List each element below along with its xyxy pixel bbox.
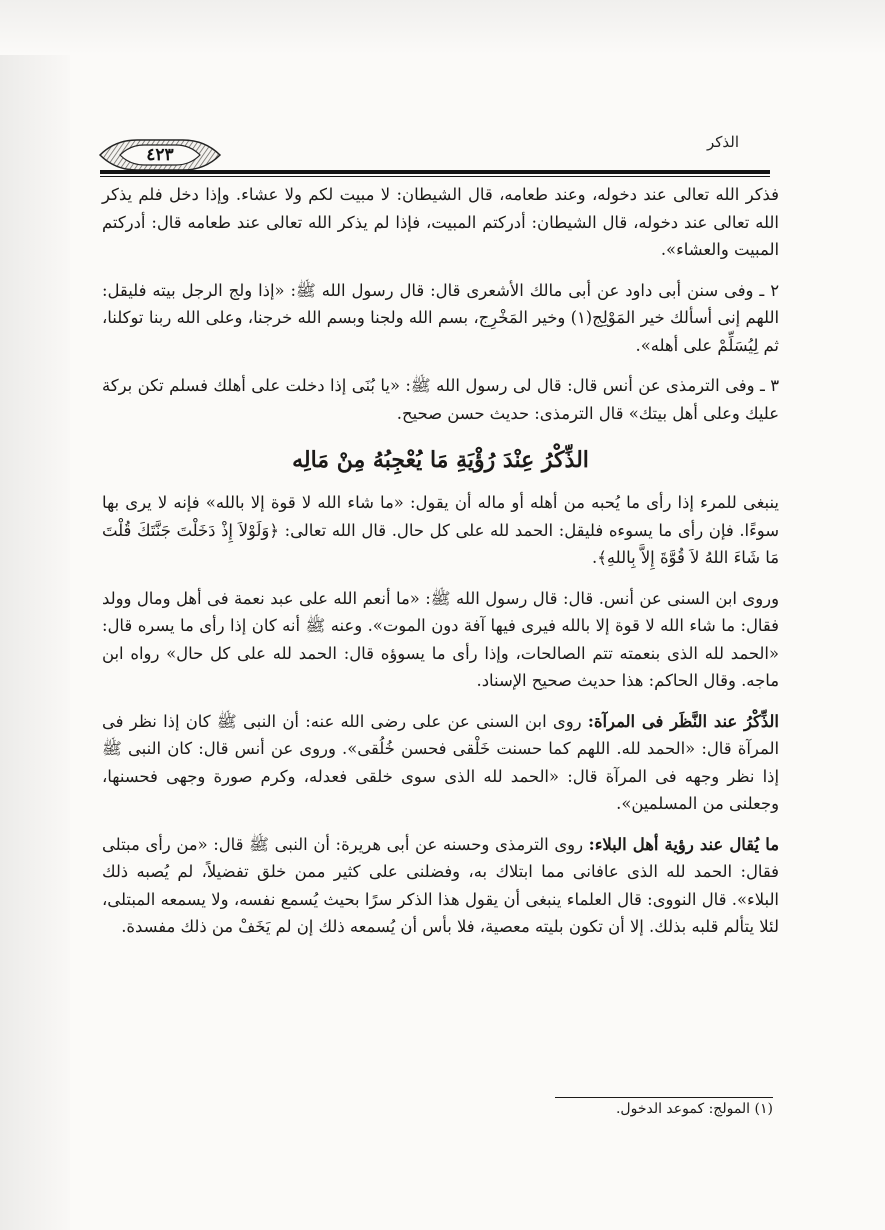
paragraph-7-text: روى الترمذى وحسنه عن أبى هريرة: أن النبى ﷺ قال: «من رأى مبتلى فقال: الحمد لله الذى عافانى مما ابتلاك به، وفضلنى على كثير ممن خلق تفضيلاً، لم يُصبه ذلك البلاء». قال النووى: قال العلماء ينبغى أن يقول هذا الذكر سرًا بحيث يُسمع نفسه، ولا يسمعه المبتلى، لئلا يتألم قلبه بذلك. إلا أن تكون بليته معصية، فلا بأس أن يُسمعه ذلك إن لم يَخَفْ من ذلك مفسدة. — [102, 834, 779, 936]
running-head: الذكر — [706, 133, 739, 151]
paragraph-6 — [102, 708, 779, 818]
paragraph-3: ٣ ـ وفى الترمذى عن أنس قال: قال لى رسول الله ﷺ: «يا بُنَى إذا دخلت على أهلك فسلم تكن بركة عليك وعلى أهل بيتك» قال الترمذى: حديث حسن صحيح. — [102, 376, 779, 423]
footnote: (١) المولج: كموعد الدخول. — [615, 1101, 773, 1117]
page-number: ٤٢٣ — [146, 145, 174, 165]
body-text — [102, 181, 779, 941]
section-heading: الذِّكْرُ عِنْدَ رُؤْيَةِ مَا يُعْجِبُهُ مِنْ مَالِه — [292, 447, 589, 473]
paragraph-7 — [102, 831, 779, 941]
page-shadow-top — [0, 0, 885, 55]
subheading-mirror: الذِّكْرُ عند النَّظَر فى المرآة: — [587, 711, 779, 731]
paragraph-5: وروى ابن السنى عن أنس. قال: قال رسول الله ﷺ: «ما أنعم الله على عبد نعمة فى أهل ومال وولد فقال: ما شاء الله لا قوة إلا بالله فيرى فيها آفة دون الموت». وعنه ﷺ أنه كان إذا رأى ما يسره قال: «الحمد لله الذى بنعمته تتم الصالحات، وإذا رأى ما يسوؤه قال: الحمد لله على كل حال» رواه ابن ماجه. وقال الحاكم: هذا حديث صحيح الإسناد. — [102, 588, 779, 690]
subheading-affliction: ما يُقال عند رؤية أهل البلاء: — [588, 834, 779, 854]
paragraph-1: فذكر الله تعالى عند دخوله، وعند طعامه، قال الشيطان: لا مبيت لكم ولا عشاء. وإذا دخل فلم يذكر الله تعالى عند دخوله، قال الشيطان: أدركتم المبيت، فإذا لم يذكر الله تعالى عند طعامه قال: أدركتم المبيت والعشاء». — [102, 185, 779, 259]
header-rule-thin — [100, 176, 770, 177]
page-number-badge — [98, 137, 222, 173]
page-shadow-left — [0, 0, 70, 1230]
paragraph-2: ٢ ـ وفى سنن أبى داود عن أبى مالك الأشعرى قال: قال رسول الله ﷺ: «إذا ولج الرجل بيته فليقل: اللهم إنى أسألك خير المَوْلِج(١) وخير المَخْرِج، بسم الله ولجنا وبسم الله خرجنا، وعلى الله ربنا توكلنا، ثم لِيُسَلِّمْ على أهله». — [102, 280, 779, 355]
footnote-rule — [555, 1097, 773, 1098]
paragraph-6-text: روى ابن السنى عن على رضى الله عنه: أن النبى ﷺ كان إذا نظر فى المرآة قال: «الحمد لله. اللهم كما حسنت خَلْقى فحسن خُلُقى». وروى عن أنس قال: كان النبى ﷺ إذا نظر وجهه فى المرآة قال: «الحمد لله الذى سوى خلقى فعدله، وكرم صورة وجهى فحسنها، وجعلنى من المسلمين». — [102, 711, 779, 813]
header-rule — [100, 170, 770, 174]
paragraph-4: ينبغى للمرء إذا رأى ما يُحبه من أهله أو ماله أن يقول: «ما شاء الله لا قوة إلا بالله» فإنه لا يرى بها سوءًا. فإن رأى ما يسوءه فليقل: الحمد لله على كل حال. قال الله تعالى: ﴿وَلَوْلاَ إِذْ دَخَلْتَ جَنَّتَكَ قُلْتَ مَا شَاءَ اللهُ لاَ قُوَّةَ إِلاَّ بِاللهِ﴾. — [102, 493, 779, 567]
